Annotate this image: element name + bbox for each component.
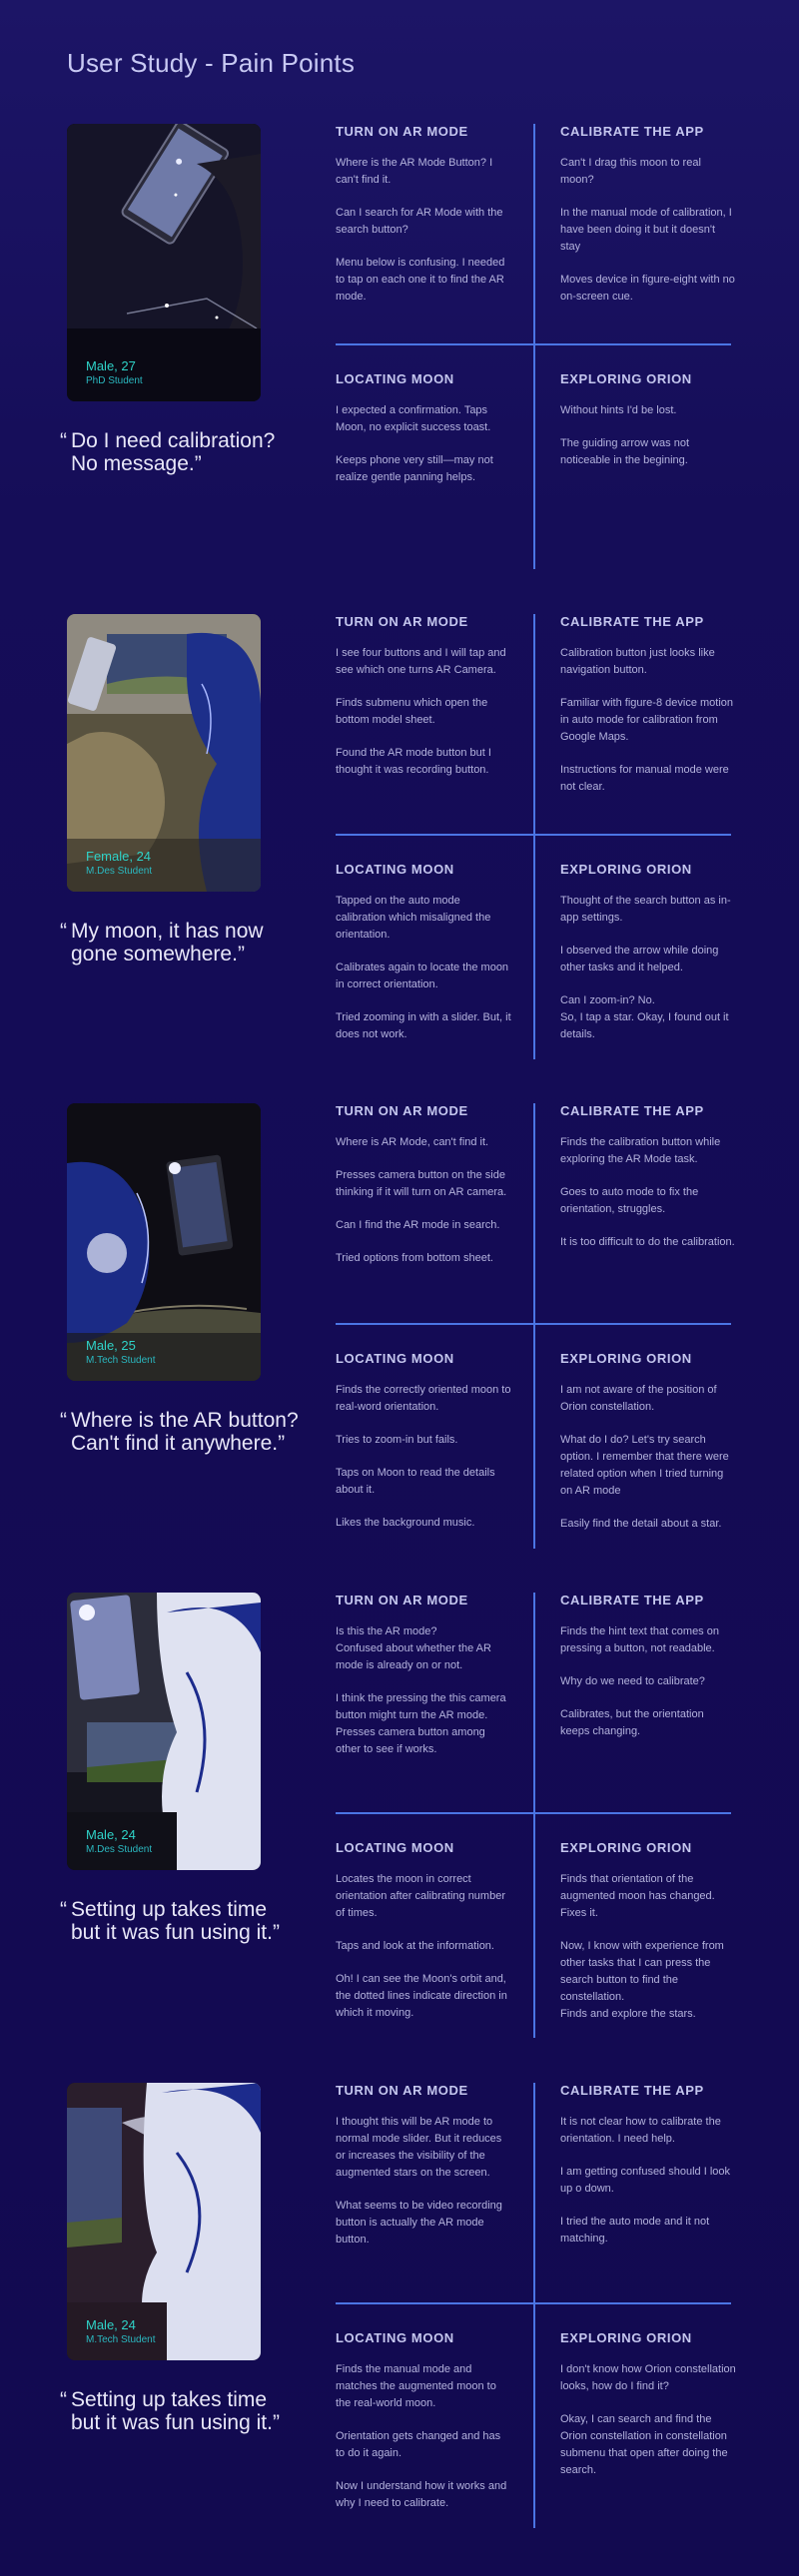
task-title: EXPLORING ORION [560, 1351, 692, 1366]
participant-photo-card [67, 2083, 261, 2360]
note: Okay, I can search and find the Orion constellation in constellation submenu that open after doing the search. [560, 2413, 728, 2476]
participant-photo-card [67, 1593, 261, 1870]
note: Goes to auto mode to fix the orientation, struggles. [560, 1186, 699, 1215]
note: What seems to be video recording button is actually the AR mode button. [336, 2200, 502, 2246]
participant-role: M.Tech Student [86, 1355, 156, 1366]
task-title: CALIBRATE THE APP [560, 2083, 704, 2098]
task-title: LOCATING MOON [336, 1351, 454, 1366]
note: Finds the manual mode and matches the augmented moon to the real-world moon. [336, 2363, 496, 2409]
note: Tried options from bottom sheet. [336, 1252, 493, 1264]
task-locating-moon [336, 862, 511, 1059]
vertical-divider [533, 614, 535, 1059]
participant-name: Male, 25 [86, 1338, 136, 1353]
participant-name: Male, 24 [86, 1827, 136, 1842]
note: The guiding arrow was not noticeable in the begining. [560, 437, 690, 466]
quote-text: Setting up takes time but it was fun using it. [71, 2388, 273, 2434]
task-calibrate-the-app [560, 614, 736, 812]
participant-quote: “ My moon, it has now gone somewhere.” [60, 920, 264, 966]
note: Tries to zoom-in but fails. [336, 1434, 458, 1446]
task-turn-on-ar-mode [336, 1103, 511, 1283]
participant-2 [0, 614, 799, 1093]
quote-text: Do I need calibration? No message. [71, 429, 276, 475]
note: It is too difficult to do the calibration. [560, 1236, 735, 1248]
quote-text: Setting up takes time but it was fun using it. [71, 1898, 273, 1944]
task-title: LOCATING MOON [336, 862, 454, 877]
task-calibrate-the-app [560, 2083, 736, 2263]
note: Can I zoom-in? No. So, I tap a star. Okay, I found out it details. [560, 994, 729, 1040]
task-title: TURN ON AR MODE [336, 1103, 468, 1118]
task-locating-moon [336, 1351, 511, 1548]
horizontal-divider [336, 343, 731, 345]
participant-quote: “ Do I need calibration? No message.” [60, 429, 276, 475]
task-title: LOCATING MOON [336, 1840, 454, 1855]
participant-role: M.Des Student [86, 1844, 153, 1855]
task-turn-on-ar-mode [336, 124, 511, 322]
note: Is this the AR mode? Confused about whether the AR mode is already on or not. [336, 1625, 491, 1671]
task-title: EXPLORING ORION [560, 1840, 692, 1855]
participant-quote: “ Setting up takes time but it was fun using it.” [60, 2388, 280, 2434]
note: Can I search for AR Mode with the search button? [336, 207, 503, 236]
task-turn-on-ar-mode [336, 614, 511, 795]
note: Calibrates, but the orientation keeps changing. [560, 1708, 704, 1737]
note: I think the pressing the this camera button might turn the AR mode. Presses camera button among other to see if works. [336, 1692, 506, 1755]
task-title: CALIBRATE THE APP [560, 124, 704, 139]
task-title: TURN ON AR MODE [336, 124, 468, 139]
note: Taps and look at the information. [336, 1940, 494, 1952]
note: Calibration button just looks like navigation button. [560, 647, 715, 676]
note: I am getting confused should I look up o down. [560, 2166, 730, 2195]
note: Without hints I'd be lost. [560, 404, 677, 416]
note: Keeps phone very still—may not realize gentle panning helps. [336, 454, 493, 483]
note: Finds the correctly oriented moon to real-word orientation. [336, 1384, 511, 1413]
note: Easily find the detail about a star. [560, 1518, 722, 1530]
participant-3 [0, 1103, 799, 1583]
task-turn-on-ar-mode [336, 1593, 511, 1774]
note: Tried zooming in with a slider. But, it does not work. [336, 1011, 511, 1040]
note: Calibrates again to locate the moon in correct orientation. [336, 962, 509, 990]
participant-5 [0, 2083, 799, 2562]
note: I expected a confirmation. Taps Moon, no explicit success toast. [336, 404, 491, 433]
task-turn-on-ar-mode [336, 2083, 511, 2264]
task-title: CALIBRATE THE APP [560, 614, 704, 629]
note: Where is the AR Mode Button? I can't find it. [336, 157, 493, 186]
note: Can't I drag this moon to real moon? [560, 157, 701, 186]
note: Why do we need to calibrate? [560, 1675, 705, 1687]
participant-name: Male, 24 [86, 2317, 136, 2332]
task-locating-moon [336, 2330, 511, 2528]
participant-photo-card [67, 614, 261, 892]
task-title: TURN ON AR MODE [336, 1593, 468, 1608]
vertical-divider [533, 2083, 535, 2528]
horizontal-divider [336, 834, 731, 836]
task-title: TURN ON AR MODE [336, 614, 468, 629]
participant-4 [0, 1593, 799, 2072]
note: Locates the moon in correct orientation after calibrating number of times. [336, 1873, 505, 1919]
note: Thought of the search button as in-app settings. [560, 895, 731, 924]
note: I am not aware of the position of Orion constellation. [560, 1384, 717, 1413]
note: I tried the auto mode and it not matching. [560, 2216, 710, 2245]
participant-1 [0, 124, 799, 603]
task-title: EXPLORING ORION [560, 371, 692, 386]
participant-name: Male, 27 [86, 358, 136, 373]
task-title: EXPLORING ORION [560, 2330, 692, 2345]
note: Can I find the AR mode in search. [336, 1219, 500, 1231]
note: Finds that orientation of the augmented moon has changed. Fixes it. [560, 1873, 715, 1919]
task-title: LOCATING MOON [336, 371, 454, 386]
note: Now, I know with experience from other tasks that I can press the search button to find the constellation. Finds and explore the stars. [560, 1940, 724, 2020]
quote-text: Where is the AR button? Can't find it anywhere. [71, 1409, 299, 1455]
note: Presses camera button on the side thinking if it will turn on AR camera. [336, 1169, 507, 1198]
note: I observed the arrow while doing other tasks and it helped. [560, 945, 719, 973]
note: Likes the background music. [336, 1517, 475, 1529]
task-exploring-orion [560, 371, 736, 485]
note: Moves device in figure-eight with no on-screen cue. [560, 274, 735, 303]
note: Taps on Moon to read the details about it. [336, 1467, 495, 1496]
note: I thought this will be AR mode to normal mode slider. But it reduces or increases the visibility of the augmented stars on the screen. [336, 2116, 502, 2179]
note: I don't know how Orion constellation looks, how do I find it? [560, 2363, 736, 2392]
note: Instructions for manual mode were not clear. [560, 764, 729, 793]
task-title: LOCATING MOON [336, 2330, 454, 2345]
note: Found the AR mode button but I thought it was recording button. [336, 747, 491, 776]
task-exploring-orion [560, 2330, 736, 2495]
task-title: CALIBRATE THE APP [560, 1593, 704, 1608]
note: Where is AR Mode, can't find it. [336, 1136, 489, 1148]
vertical-divider [533, 1593, 535, 2038]
participant-photo-card [67, 1103, 261, 1381]
task-exploring-orion [560, 1351, 736, 1549]
participant-role: M.Tech Student [86, 2334, 156, 2345]
participant-quote: “ Setting up takes time but it was fun using it.” [60, 1898, 280, 1944]
horizontal-divider [336, 1323, 731, 1325]
note: Finds the calibration button while exploring the AR Mode task. [560, 1136, 721, 1165]
task-calibrate-the-app [560, 124, 736, 322]
task-calibrate-the-app [560, 1103, 736, 1267]
participant-quote: “ Where is the AR button? Can't find it anywhere.” [60, 1409, 299, 1455]
note: Finds submenu which open the bottom model sheet. [336, 697, 488, 726]
task-locating-moon [336, 371, 511, 502]
task-locating-moon [336, 1840, 511, 2038]
note: Finds the hint text that comes on pressing a button, not readable. [560, 1625, 719, 1654]
note: Now I understand how it works and why I need to calibrate. [336, 2480, 507, 2509]
vertical-divider [533, 1103, 535, 1549]
task-title: CALIBRATE THE APP [560, 1103, 704, 1118]
task-exploring-orion [560, 1840, 736, 2039]
task-title: EXPLORING ORION [560, 862, 692, 877]
note: Familiar with figure-8 device motion in auto mode for calibration from Google Maps. [560, 697, 734, 743]
task-title: TURN ON AR MODE [336, 2083, 468, 2098]
task-calibrate-the-app [560, 1593, 736, 1756]
horizontal-divider [336, 2302, 731, 2304]
note: Oh! I can see the Moon's orbit and, the dotted lines indicate direction in which it moving. [336, 1973, 507, 2019]
note: Menu below is confusing. I needed to tap on each one it to find the AR mode. [336, 257, 505, 303]
note: In the manual mode of calibration, I have been doing it but it doesn't stay [560, 207, 732, 253]
note: It is not clear how to calibrate the orientation. I need help. [560, 2116, 721, 2145]
participant-name: Female, 24 [86, 849, 152, 864]
participant-photo-card [67, 124, 261, 401]
vertical-divider [533, 124, 535, 569]
task-exploring-orion [560, 862, 736, 1059]
note: Orientation gets changed and has to do it again. [336, 2430, 501, 2459]
note: What do I do? Let's try search option. I remember that there were related option when I tried turning on AR mode [560, 1434, 729, 1497]
page-title: User Study - Pain Points [67, 48, 356, 78]
participant-role: M.Des Student [86, 866, 153, 877]
quote-text: My moon, it has now gone somewhere. [71, 920, 264, 966]
participant-role: PhD Student [86, 375, 143, 386]
note: I see four buttons and I will tap and see which one turns AR Camera. [336, 647, 506, 676]
horizontal-divider [336, 1812, 731, 1814]
note: Tapped on the auto mode calibration which misaligned the orientation. [336, 895, 491, 941]
